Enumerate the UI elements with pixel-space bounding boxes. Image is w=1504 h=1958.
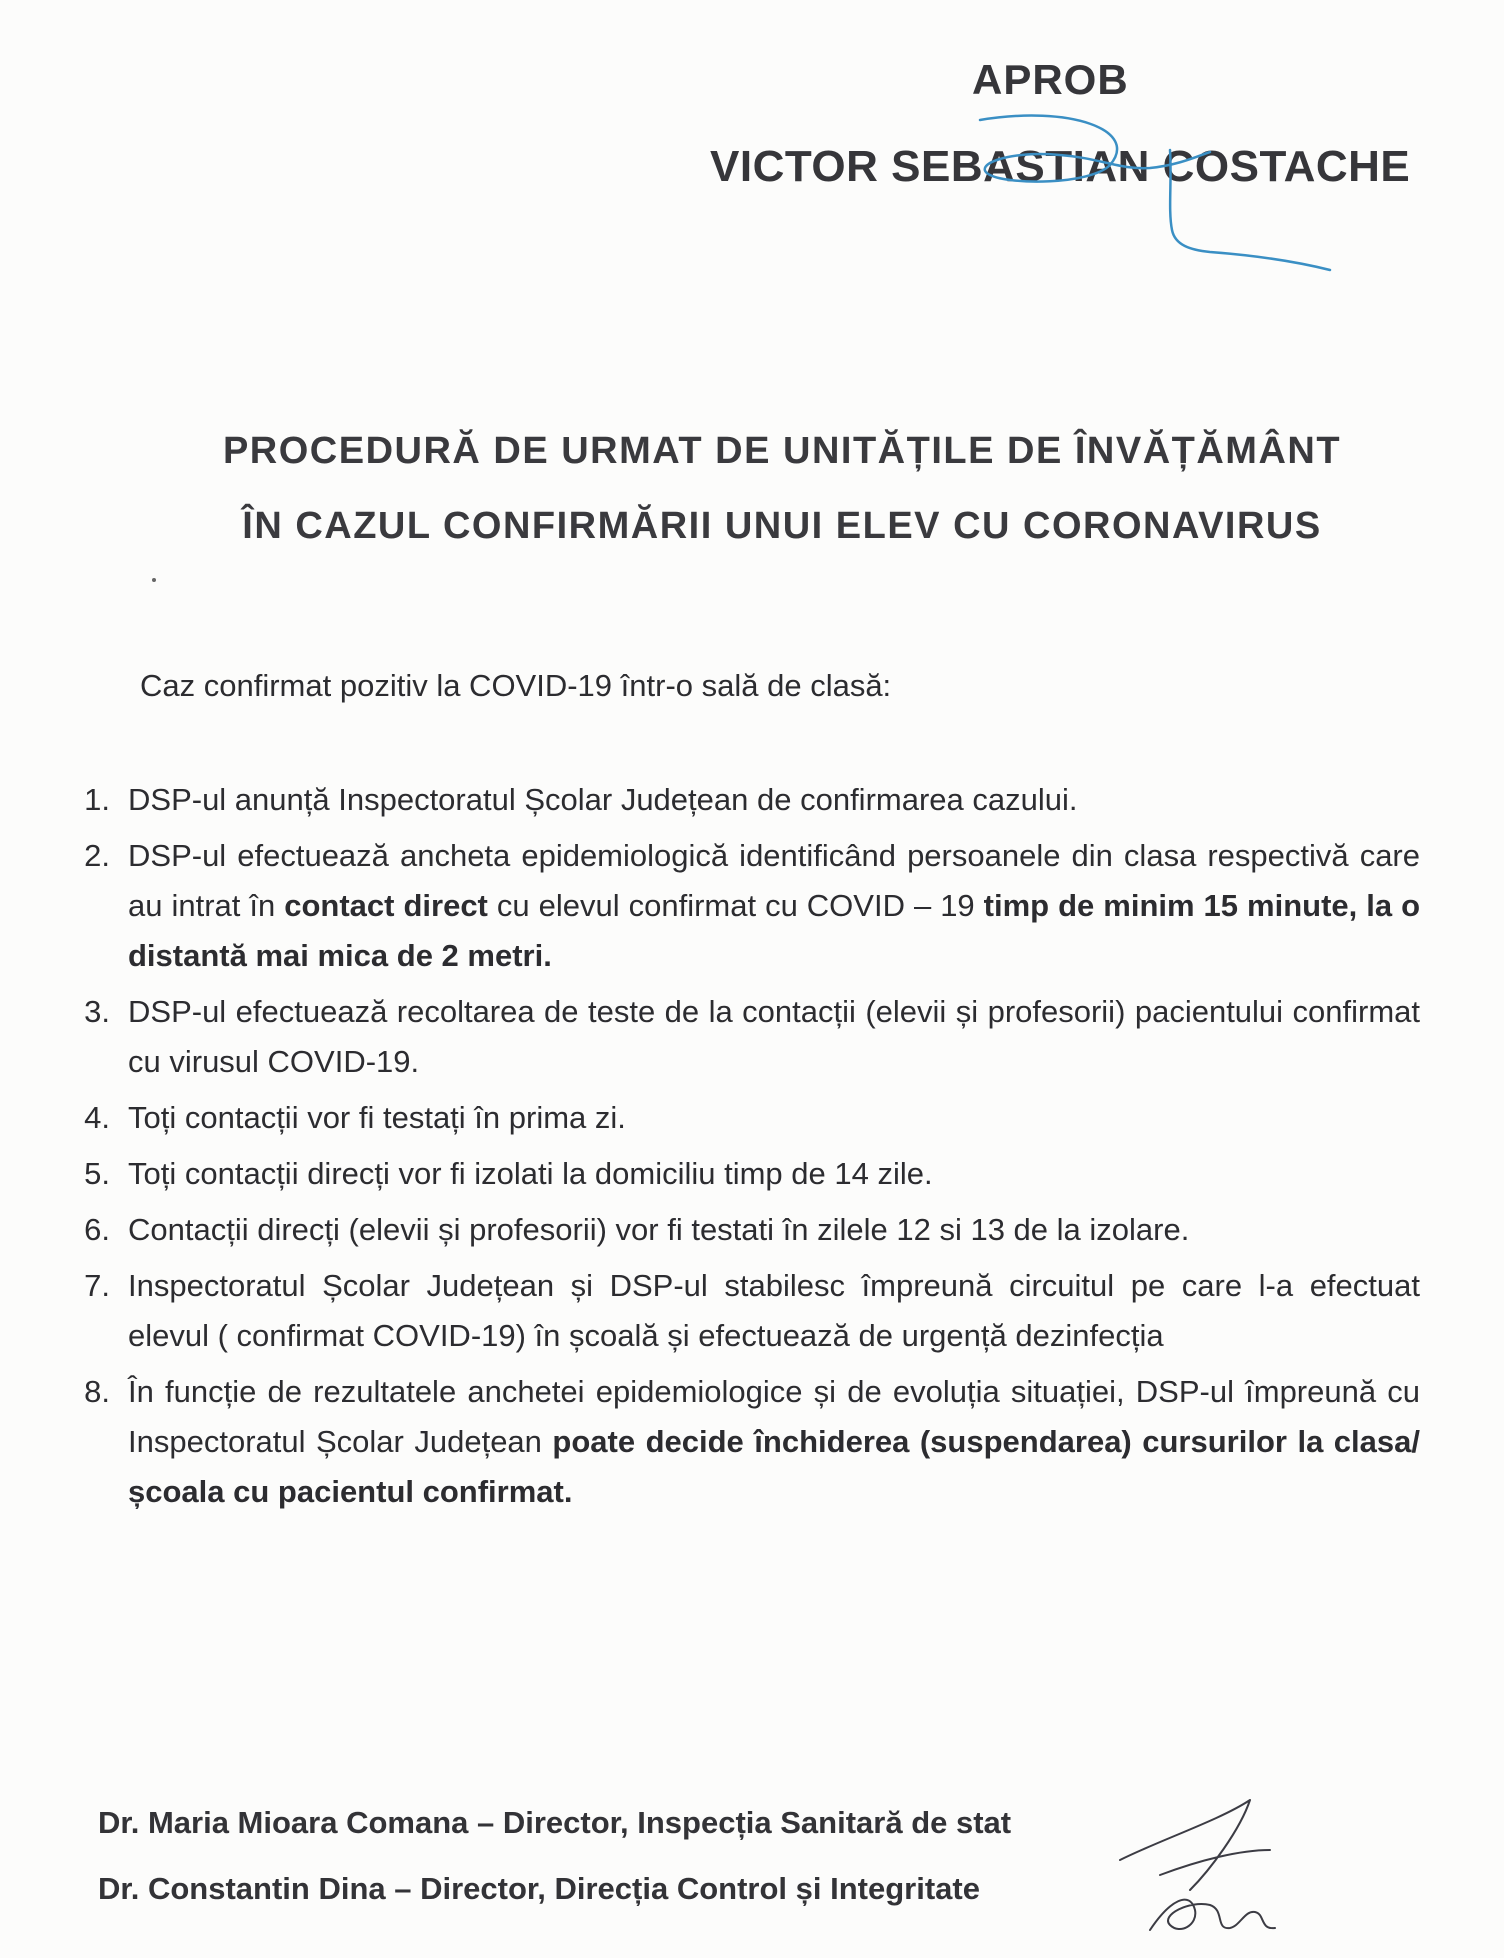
document-title-line-2: ÎN CAZUL CONFIRMĂRII UNUI ELEV CU CORONAVIRUS (242, 505, 1322, 547)
step-number: 3. (84, 994, 110, 1029)
procedure-step (60, 987, 1420, 1087)
step-text: Inspectoratul Școlar Județean și DSP-ul stabilesc împreună circuitul pe care l-a efectuat elevul ( confirmat COVID-19) în școală și efectuează de urgență dezinfecția (128, 1268, 1420, 1353)
approval-heading: APROB (972, 56, 1129, 103)
procedure-step (60, 1205, 1420, 1255)
approver-name: VICTOR SEBASTIAN COSTACHE (710, 142, 1411, 191)
document-title-line-1: PROCEDURĂ DE URMAT DE UNITĂȚILE DE ÎNVĂȚĂMÂNT (222, 430, 1342, 472)
step-text: Toți contacții direcți vor fi izolati la domiciliu timp de 14 zile. (128, 1156, 933, 1191)
step-text: Contacții direcți (elevii și profesorii) vor fi testati în zilele 12 si 13 de la izolare. (128, 1212, 1190, 1247)
step-number: 5. (84, 1156, 110, 1191)
scan-speck (152, 578, 156, 582)
step-number: 7. (84, 1268, 110, 1303)
step-text-bold: poate decide închiderea (suspendarea) cursurilor la clasa/școala cu pacientul confirmat. (128, 1424, 1420, 1509)
step-text-bold: timp de minim 15 minute, la o distantă mai mica de 2 metri. (128, 888, 1421, 973)
procedure-step (60, 1149, 1420, 1199)
signatory-2: Dr. Constantin Dina – Director, Direcția Control și Integritate (98, 1871, 980, 1906)
intro-text: Caz confirmat pozitiv la COVID-19 într-o sală de clasă: (140, 668, 892, 703)
step-number: 1. (84, 782, 110, 817)
step-number: 2. (84, 838, 110, 873)
procedure-step (60, 1261, 1420, 1361)
step-number: 4. (84, 1100, 110, 1135)
step-text: În funcție de rezultatele anchetei epidemiologice și de evoluția situației, DSP-ul împreună cu Inspectoratul Școlar Județean (128, 1374, 1420, 1459)
step-text-bold: contact direct (284, 888, 488, 923)
procedure-step (60, 1367, 1420, 1517)
step-text: DSP-ul efectuează ancheta epidemiologică identificând persoanele din clasa respectivă care au intrat în (128, 838, 1420, 923)
step-text: cu elevul confirmat cu COVID – 19 (487, 888, 984, 923)
approver-signature-icon (950, 110, 1350, 310)
procedure-steps-list (60, 775, 1420, 1523)
signatory-1: Dr. Maria Mioara Comana – Director, Inspecția Sanitară de stat (98, 1805, 1012, 1840)
step-text: Toți contacții vor fi testați în prima zi. (128, 1100, 626, 1135)
step-number: 6. (84, 1212, 110, 1247)
step-number: 8. (84, 1374, 110, 1409)
procedure-step (60, 1093, 1420, 1143)
step-text: DSP-ul anunță Inspectoratul Școlar Județean de confirmarea cazului. (128, 782, 1078, 817)
procedure-step (60, 831, 1420, 981)
signatories-signature-icon (1100, 1780, 1340, 1950)
step-text: DSP-ul efectuează recoltarea de teste de la contacții (elevii și profesorii) pacientului confirmat cu virusul COVID-19. (128, 994, 1420, 1079)
procedure-step (60, 775, 1420, 825)
